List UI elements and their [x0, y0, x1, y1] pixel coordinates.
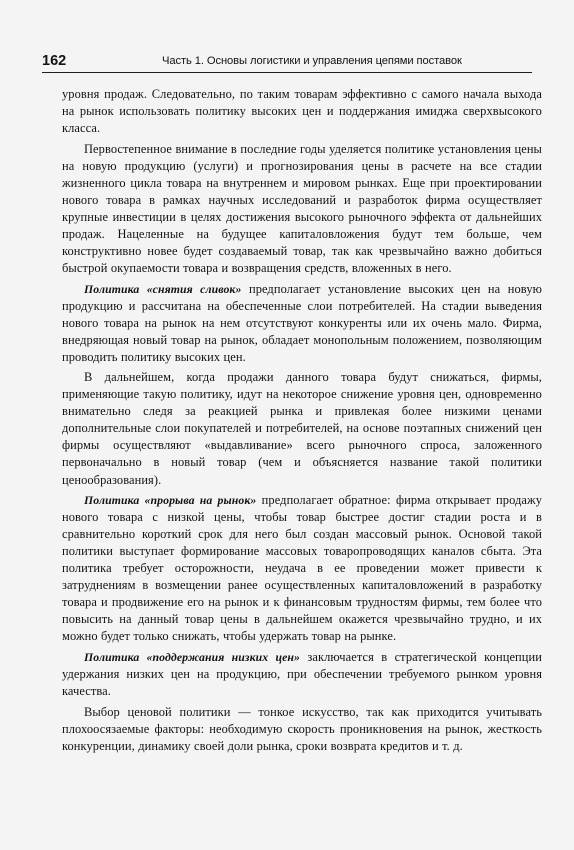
paragraph-text: Первостепенное внимание в последние годы уделяется политике установления цены на новую продукцию (услуги) и прогнозирования цены в расчете на все стадии жизненного цикла товара на внутреннем и мировом рынках. Еще при проектировании нового товара в рамках научных исследований и разработок фирма осуществляет крупные инвестиции в целях достижения высокого рыночного эффекта от дальнейших продаж. Нацеленные на будущее капиталовложения будут тем больше, чем конструктивно новее будет создаваемый товар, так как чрезвычайно важно добиться быстрой окупаемости товара и возвращения средств, вложенных в него.	[62, 141, 542, 275]
paragraph-1	[62, 86, 542, 137]
page-header	[42, 53, 532, 71]
paragraph-2	[62, 141, 542, 277]
page-number: 162	[42, 53, 67, 69]
paragraph-penetration-policy	[62, 492, 542, 645]
paragraph-text: уровня продаж. Следовательно, по таким товарам эффективно с самого начала выхода на рынок использовать политику высоких цен и поддержания имиджа сверхвысокого класса.	[62, 87, 542, 136]
paragraph-skimming-policy	[62, 281, 542, 366]
running-title: Часть 1. Основы логистики и управления цепями поставок	[162, 55, 462, 67]
term-penetration-policy: Политика «прорыва на рынок»	[84, 493, 257, 508]
paragraph-text: предполагает установление высоких цен на новую продукцию и рассчитана на обеспеченные слои потребителей. На стадии выведения нового товара на рынок на нем отсутствуют конкуренты или их очень мало. Фирма, внедряющая новый товар на рынок, обладает монопольным положением, позволяющим проводить политику высоких цен.	[62, 281, 542, 364]
header-rule	[42, 72, 532, 73]
paragraph-text: Выбор ценовой политики — тонкое искусство, так как приходится учитывать плохоосязаемые факторы: необходимую скорость проникновения на рынок, жесткость конкуренции, динамику своей доли рынка, сроки возврата кредитов и т. д.	[62, 704, 542, 753]
paragraph-4	[62, 369, 542, 488]
paragraph-text: заключается в стратегической концепции удержания низких цен на продукцию, при обеспечении требуемого рынком уровня качества.	[62, 650, 542, 699]
term-low-price-policy: Политика «поддержания низких цен»	[84, 650, 301, 664]
paragraph-text: В дальнейшем, когда продажи данного товара будут снижаться, фирмы, применяющие такую политику, идут на некоторое снижение уровня цен, одновременно внимательно следя за реакцией рынка и привлекая более низкими ценами дополнительные слои покупателей и потребителей, на основе поэтапных снижений цен фирмы осуществляют «выдавливание» всего рыночного спроса, заложенного первоначально в новый товар (чем и объясняется название такой политики ценообразования).	[62, 370, 542, 487]
paragraph-low-price-policy	[62, 649, 542, 700]
paragraph-7	[62, 704, 542, 755]
term-skimming-policy: Политика «снятия сливок»	[84, 281, 242, 296]
body-text	[62, 86, 542, 758]
paragraph-text: предполагает обратное: фирма открывает продажу нового товара с низкой цены, чтобы товар быстрее достиг стадии роста и в сравнительно короткий срок для него был создан массовый рынок. Основой такой политики выступает формирование массовых товаропроводящих каналов сбыта. Эта политика требует осторожности, неудача в ее проведении может привести к затруднениям в возмещении ранее осуществленных капиталовложений в разработку товара и продвижение его на рынок и к финансовым трудностям фирмы, тем более что повысить на данный товар цены в дальнейшем окажется чрезвычайно трудно, и их можно будет только снижать, чтобы удержать товар на рынке.	[62, 493, 542, 644]
